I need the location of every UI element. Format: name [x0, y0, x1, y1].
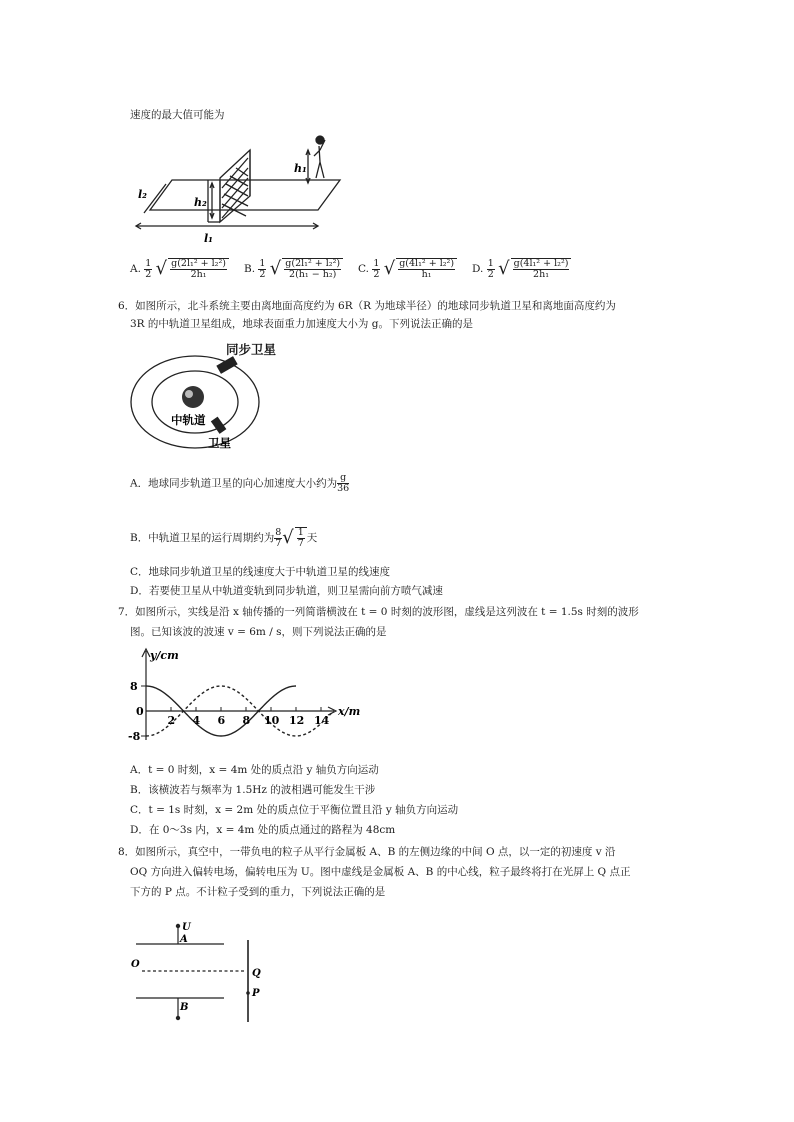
- q7-option-c[interactable]: C．t = 1s 时刻，x = 2m 处的质点位于平衡位置且沿 y 轴负方向运动: [130, 804, 459, 816]
- l2-label: l₂: [138, 188, 147, 201]
- q5-option-d[interactable]: D. $\frac{1}{2}$ √ $\frac{\text{g(4l₁² + l₂²)}}{\text{2h₁}}$: [472, 258, 571, 280]
- earth-icon: [182, 386, 204, 408]
- x-tick-label-12: 12: [289, 714, 305, 727]
- q7-option-d[interactable]: D．在 0～3s 内，x = 4m 处的质点通过的路程为 48cm: [130, 824, 396, 836]
- mid-orbit-label: 中轨道: [171, 413, 206, 427]
- q5-option-b[interactable]: B. $\frac{1}{2}$ √ $\frac{\text{g(2l₁² + l₂²)}}{\text{2(h₁ − h₂)}}$: [244, 258, 343, 280]
- x-tick-label-8: 8: [242, 714, 251, 727]
- label-a: A: [180, 934, 188, 945]
- terminal-b-icon: [176, 1016, 180, 1020]
- q6-option-b[interactable]: B．中轨道卫星的运行周期约为 $\frac{8}{7}$ √ $\frac{1}{7}$ 天: [130, 526, 318, 549]
- y-tick-0: 0: [136, 705, 144, 718]
- q6-stem-line1: 6．如图所示，北斗系统主要由离地面高度约为 6R（R 为地球半径）的地球同步轨道卫星和离地面高度约为: [118, 300, 616, 312]
- q6-option-c[interactable]: C．地球同步轨道卫星的线速度大于中轨道卫星的线速度: [130, 566, 391, 578]
- label-q: Q: [252, 968, 261, 979]
- y-tick-neg8: -8: [128, 730, 141, 743]
- q8-stem-line2: OQ 方向进入偏转电场，偏转电压为 U。图中虚线是金属板 A、B 的中心线，粒子最终将打在光屏上 Q 点正: [130, 866, 631, 878]
- sqrt-icon: √: [155, 258, 168, 279]
- x-tick-label-10: 10: [264, 714, 280, 727]
- label-p: P: [252, 988, 260, 999]
- sqrt-icon: √: [269, 258, 282, 279]
- wave-chart: [128, 645, 368, 745]
- sqrt-icon: √: [498, 258, 510, 279]
- x-tick-label-4: 4: [192, 714, 201, 727]
- terminal-u-icon: [176, 924, 180, 928]
- sqrt-icon: √: [383, 258, 396, 279]
- h2-label: h₂: [194, 196, 207, 209]
- x-tick-label-6: 6: [217, 714, 226, 727]
- q8-stem-line3: 下方的 P 点。不计粒子受到的重力，下列说法正确的是: [130, 886, 386, 898]
- volleyball-court-figure: [122, 128, 342, 246]
- q7-option-a[interactable]: A．t = 0 时刻，x = 4m 处的质点沿 y 轴负方向运动: [130, 764, 379, 776]
- q8-stem-line1: 8．如图所示，真空中，一带负电的粒子从平行金属板 A、B 的左侧边缘的中间 O 点，以一定的初速度 v 沿: [118, 846, 616, 858]
- deflection-plates-figure: [128, 918, 278, 1024]
- x-tick-label-2: 2: [167, 714, 176, 727]
- point-p-icon: [246, 991, 250, 995]
- label-b: B: [180, 1002, 189, 1013]
- q7-stem-line2: 图。已知该波的波速 v = 6m / s，则下列说法正确的是: [130, 626, 387, 638]
- q7-stem-line1: 7．如图所示，实线是沿 x 轴传播的一列简谐横波在 t = 0 时刻的波形图，虚线是这列波在 t = 1.5s 时刻的波形: [118, 606, 639, 618]
- q7-option-b[interactable]: B．该横波若与频率为 1.5Hz 的波相遇可能发生干涉: [130, 784, 376, 796]
- q6-stem-line2: 3R 的中轨道卫星组成，地球表面重力加速度大小为 g。下列说法正确的是: [130, 318, 473, 330]
- q6-option-a[interactable]: A．地球同步轨道卫星的向心加速度大小约为 $\frac{g}{36}$: [130, 472, 350, 494]
- x-axis-label: x/m: [338, 705, 361, 718]
- q6-option-d[interactable]: D．若要使卫星从中轨道变轨到同步轨道，则卫星需向前方喷气减速: [130, 585, 443, 597]
- mid-satellite-label: 卫星: [208, 436, 231, 450]
- l1-label: l₁: [204, 232, 213, 245]
- intro-line: 速度的最大值可能为: [130, 109, 225, 121]
- label-o: O: [131, 959, 140, 970]
- y-tick-8: 8: [130, 680, 138, 693]
- y-axis-label: y/cm: [150, 649, 179, 662]
- q5-option-c[interactable]: C. $\frac{1}{2}$ √ $\frac{\text{g(4l₁² + l₂²)}}{\text{h₁}}$: [358, 258, 457, 280]
- sqrt-icon: √: [282, 527, 294, 548]
- h1-label: h₁: [294, 162, 307, 175]
- label-u: U: [182, 922, 191, 933]
- x-tick-label-14: 14: [314, 714, 330, 727]
- q5-option-a[interactable]: A. $\frac{1}{2}$ √ $\frac{\text{g(2l₁² + l₂²)}}{\text{2h₁}}$: [130, 258, 229, 280]
- sync-satellite-label: 同步卫星: [226, 342, 277, 357]
